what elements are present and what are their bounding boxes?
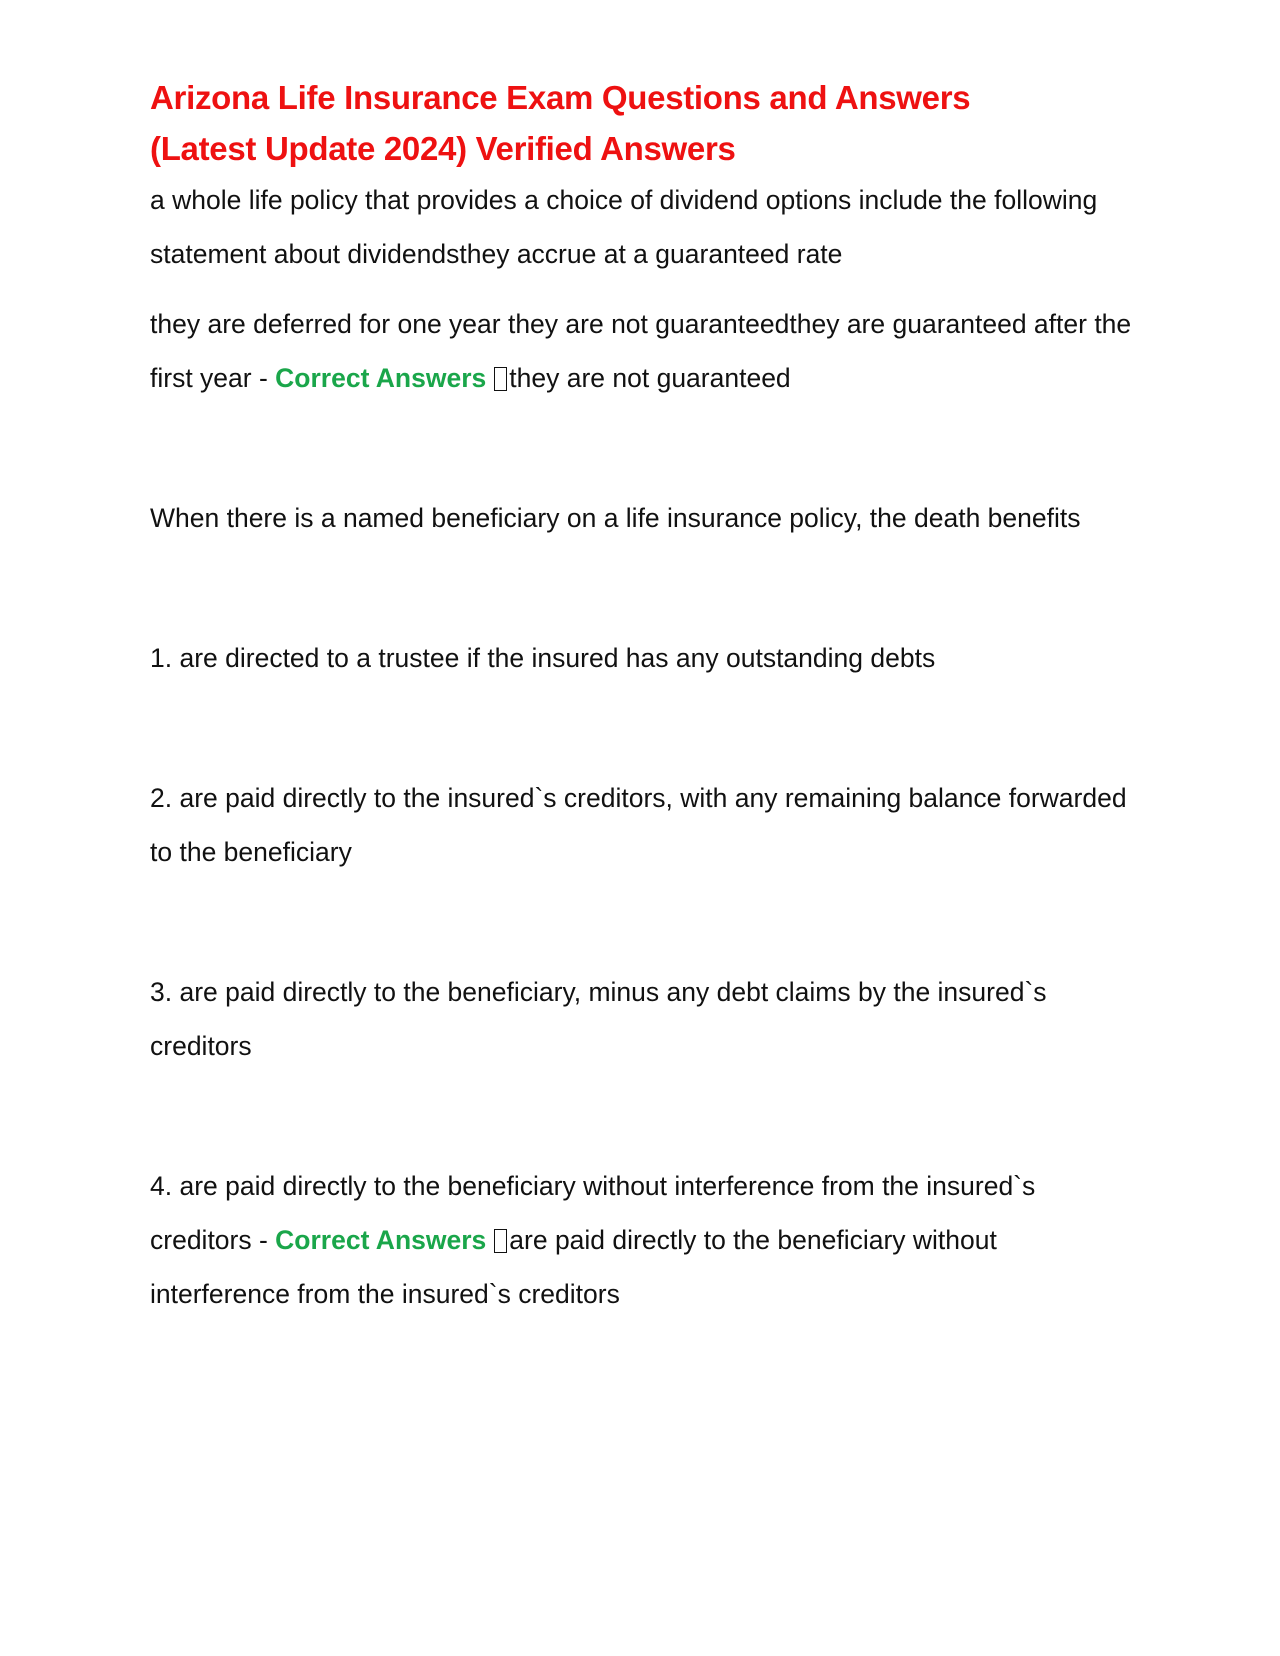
q2-answer: are paid directly to the beneficiary without interference from the insured`s creditors <box>150 1225 997 1309</box>
q2-option-4-text: 4. are paid directly to the beneficiary without interference from the insured`s creditors - <box>150 1171 1036 1255</box>
q1-correct-label: Correct Answers <box>275 363 487 393</box>
answer-marker-icon <box>494 1229 507 1253</box>
q2-option-1: 1. are directed to a trustee if the insured has any outstanding debts <box>150 643 936 673</box>
q2-correct-label: Correct Answers <box>275 1225 487 1255</box>
q2-stem: When there is a named beneficiary on a life insurance policy, the death benefits <box>150 503 1081 533</box>
title-line-1: Arizona Life Insurance Exam Questions and Answers <box>150 79 971 116</box>
q1-options-text: they are deferred for one year they are not guaranteedthey are guaranteed after the first year - <box>150 309 1132 393</box>
q1-answer: they are not guaranteed <box>509 363 791 393</box>
document-page <box>150 72 1140 1321</box>
q2-option-2: 2. are paid directly to the insured`s creditors, with any remaining balance forwarded to the beneficiary <box>150 783 1127 867</box>
q2-option-4 <box>150 1159 1140 1321</box>
q2-option-3: 3. are paid directly to the beneficiary, minus any debt claims by the insured`s creditors <box>150 977 1047 1061</box>
answer-marker-icon <box>494 367 507 391</box>
q1-stem: a whole life policy that provides a choice of dividend options include the following statement about dividendsthey accrue at a guaranteed rate <box>150 185 1098 269</box>
title-line-2: (Latest Update 2024) Verified Answers <box>150 130 736 167</box>
document-title <box>150 72 1140 174</box>
q1-options <box>150 297 1140 405</box>
